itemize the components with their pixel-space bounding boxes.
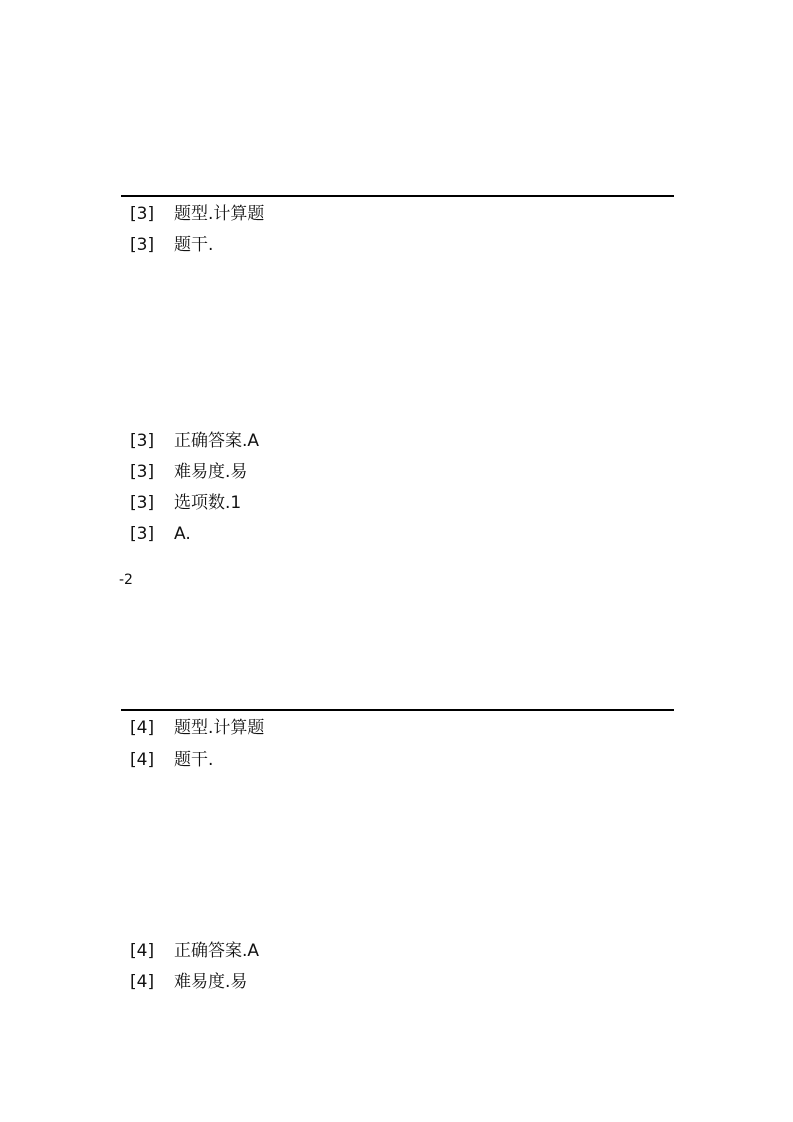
question-3-type-line — [130, 202, 264, 226]
correct-answer: 正确答案.A — [174, 431, 260, 451]
question-4-type-line — [130, 716, 264, 740]
question-number: [3] — [130, 431, 155, 451]
question-4-stem-line — [130, 748, 213, 772]
question-number: [3] — [130, 235, 155, 255]
question-3-answer-line — [130, 429, 259, 453]
difficulty: 难易度.易 — [174, 972, 248, 992]
question-number: [3] — [130, 462, 155, 482]
option-count: 选项数.1 — [174, 493, 242, 513]
question-3-difficulty-line — [130, 460, 247, 484]
question-stem: 题干. — [174, 235, 214, 255]
question-number: [3] — [130, 204, 155, 224]
option-a-label: A. — [174, 524, 191, 544]
question-number: [4] — [130, 750, 155, 770]
question-stem: 题干. — [174, 750, 214, 770]
question-4-difficulty-line — [130, 970, 247, 994]
question-number: [3] — [130, 493, 155, 513]
question-4-divider — [121, 709, 674, 711]
question-3-option-count-line — [130, 491, 241, 515]
question-type: 题型.计算题 — [174, 204, 265, 224]
question-4-answer-line — [130, 939, 259, 963]
question-3-stem-line — [130, 233, 213, 257]
question-number: [4] — [130, 718, 155, 738]
question-3-option-a-line — [130, 522, 191, 546]
difficulty: 难易度.易 — [174, 462, 248, 482]
question-3-divider — [121, 195, 674, 197]
question-number: [3] — [130, 524, 155, 544]
correct-answer: 正确答案.A — [174, 941, 260, 961]
question-number: [4] — [130, 941, 155, 961]
question-number: [4] — [130, 972, 155, 992]
option-a-value: -2 — [119, 572, 133, 588]
question-type: 题型.计算题 — [174, 718, 265, 738]
